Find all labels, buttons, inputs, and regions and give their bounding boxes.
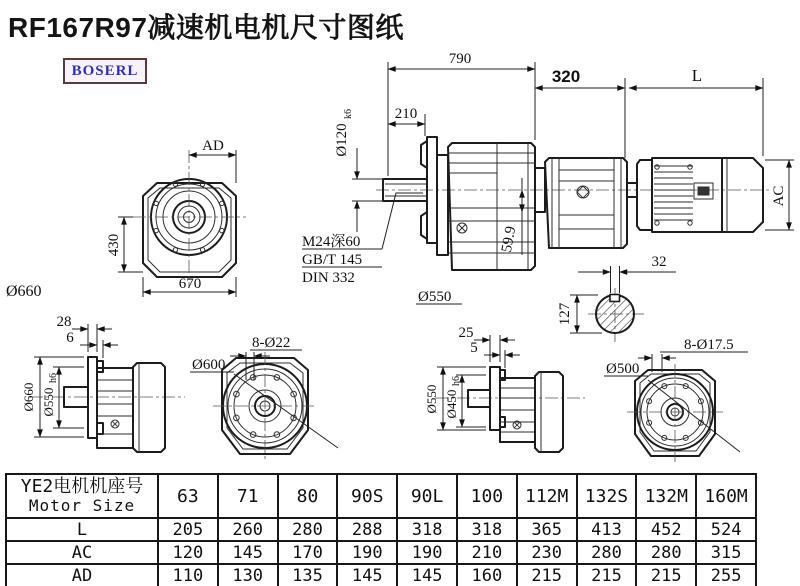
table-cell: 190 xyxy=(337,541,397,564)
dim-motor-ac: AC xyxy=(771,185,787,207)
table-cell: 280 xyxy=(577,541,637,564)
table-cell: 145 xyxy=(218,541,278,564)
dim-127: 127 xyxy=(557,302,573,326)
column-header: 132M xyxy=(636,474,696,518)
gearmotor-side-view xyxy=(302,51,794,305)
note-tap: M24深60 xyxy=(302,234,361,250)
dim-shaft-dia: Ø120 xyxy=(334,123,350,157)
table-cell: 288 xyxy=(337,518,397,541)
table-cell: 145 xyxy=(337,564,397,586)
header-cn: YE2电机机座号 xyxy=(20,476,144,497)
table-header-cell xyxy=(6,474,158,518)
note-din: DIN 332 xyxy=(302,270,355,286)
page-title: RF167R97减速机电机尺寸图纸 xyxy=(8,12,404,43)
dim-660: Ø660 xyxy=(21,382,36,412)
row-label: AD xyxy=(6,564,158,586)
table-row xyxy=(6,541,756,564)
dim-8x17-5: 8-Ø17.5 xyxy=(684,337,734,353)
flange-view-600 xyxy=(190,335,338,460)
flange-view-500 xyxy=(604,337,748,462)
table-cell: 280 xyxy=(636,541,696,564)
dim-8x22: 8-Ø22 xyxy=(252,335,291,351)
header-en: Motor Size xyxy=(28,496,136,515)
dim-shaft-tol: k6 xyxy=(343,109,354,119)
dim-32: 32 xyxy=(651,254,667,270)
dim-670: 670 xyxy=(178,276,202,292)
dim-550: Ø550 xyxy=(424,384,439,414)
dim-5: 5 xyxy=(470,340,478,356)
column-header: 63 xyxy=(158,474,218,518)
brand-logo: BOSERL xyxy=(63,58,147,84)
dim-500: Ø500 xyxy=(606,361,640,377)
table-cell: 130 xyxy=(218,564,278,586)
dim-550h6: Ø550 xyxy=(41,387,56,417)
table-cell: 280 xyxy=(278,518,338,541)
table-cell: 230 xyxy=(517,541,577,564)
dim-28: 28 xyxy=(56,314,72,330)
motor-size-table xyxy=(5,473,757,586)
table-cell: 215 xyxy=(517,564,577,586)
table-cell: 318 xyxy=(457,518,517,541)
table-cell: 190 xyxy=(397,541,457,564)
table-cell: 413 xyxy=(577,518,637,541)
column-header: 90S xyxy=(337,474,397,518)
gearbox-front-view xyxy=(6,138,246,300)
table-cell: 365 xyxy=(517,518,577,541)
dim-59-9: 59.9 xyxy=(498,224,520,254)
dim-550-flange: Ø550 xyxy=(418,289,452,305)
table-cell: 205 xyxy=(158,518,218,541)
column-header: 90L xyxy=(397,474,457,518)
table-header-row xyxy=(6,474,756,518)
table-cell: 170 xyxy=(278,541,338,564)
dim-660-label: Ø660 xyxy=(6,283,42,300)
dim-210: 210 xyxy=(394,106,418,122)
shaft-cross-section xyxy=(557,254,676,342)
row-label: L xyxy=(6,518,158,541)
table-cell: 255 xyxy=(696,564,756,586)
dim-550h6-tol: h6 xyxy=(48,373,59,383)
table-cell: 160 xyxy=(457,564,517,586)
column-header: 160M xyxy=(696,474,756,518)
table-cell: 110 xyxy=(158,564,218,586)
dim-450h6: Ø450 xyxy=(444,389,459,419)
dim-450h6-tol: h6 xyxy=(451,376,462,386)
table-cell: 315 xyxy=(696,541,756,564)
table-cell: 215 xyxy=(577,564,637,586)
table-row xyxy=(6,518,756,541)
motor-size-table-body xyxy=(6,474,756,586)
dim-25: 25 xyxy=(458,325,474,341)
dim-ad: AD xyxy=(202,138,224,154)
table-cell: 120 xyxy=(158,541,218,564)
column-header: 112M xyxy=(517,474,577,518)
dim-790: 790 xyxy=(448,51,472,67)
note-gbt: GB/T 145 xyxy=(302,252,363,268)
table-cell: 318 xyxy=(397,518,457,541)
table-cell: 145 xyxy=(397,564,457,586)
column-header: 132S xyxy=(577,474,637,518)
table-row xyxy=(6,564,756,586)
dim-6: 6 xyxy=(66,330,74,346)
reducer-side-view-660 xyxy=(21,314,185,452)
dim-600: Ø600 xyxy=(192,357,226,373)
table-cell: 210 xyxy=(457,541,517,564)
table-cell: 215 xyxy=(636,564,696,586)
table-cell: 260 xyxy=(218,518,278,541)
column-header: 80 xyxy=(278,474,338,518)
column-header: 71 xyxy=(218,474,278,518)
dim-430: 430 xyxy=(106,233,122,257)
row-label: AC xyxy=(6,541,158,564)
table-cell: 135 xyxy=(278,564,338,586)
column-header: 100 xyxy=(457,474,517,518)
table-cell: 452 xyxy=(636,518,696,541)
dim-320: 320 xyxy=(551,67,581,86)
table-cell: 524 xyxy=(696,518,756,541)
dim-motor-l: L xyxy=(691,66,703,85)
reducer-side-view-550 xyxy=(424,325,585,452)
